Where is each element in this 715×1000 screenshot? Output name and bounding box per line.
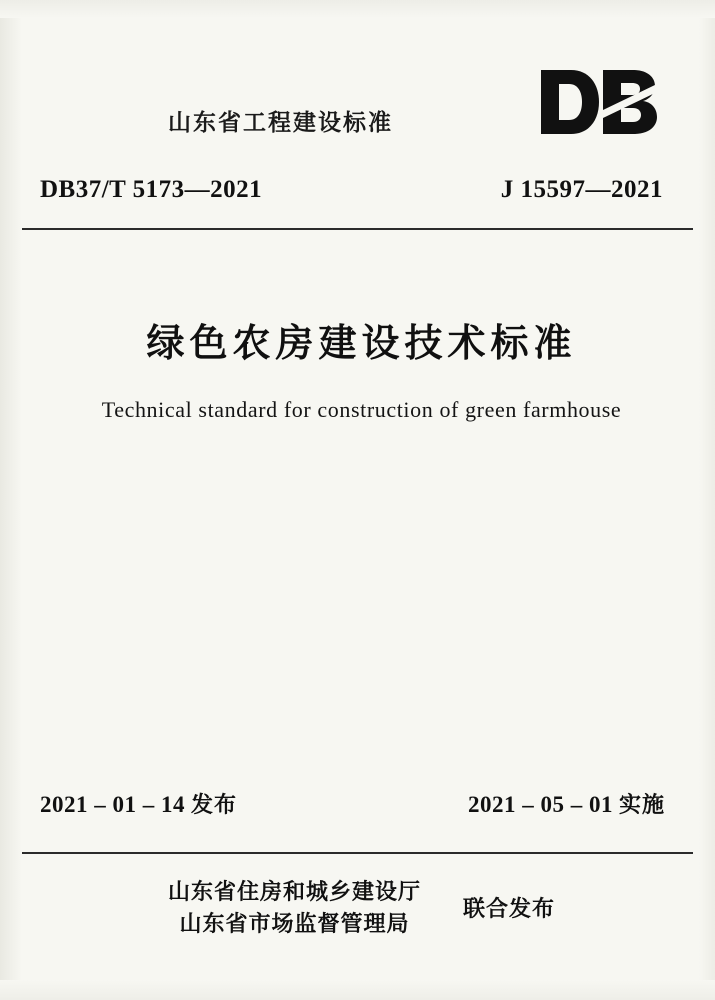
- implementation-date-group: [468, 788, 665, 819]
- document-title-chinese: 绿色农房建设技术标准: [146, 323, 577, 365]
- implementation-label: 实施: [618, 792, 665, 817]
- record-number: J 15597—2021: [500, 176, 663, 203]
- standard-numbers-row: [40, 176, 683, 204]
- cover-content: [40, 0, 683, 1000]
- cover-header: [40, 88, 683, 168]
- standard-series-label: 山东省工程建设标准: [168, 109, 393, 135]
- release-date: 2021 – 01 – 14: [40, 792, 185, 817]
- release-date-group: [40, 788, 237, 819]
- title-block: [40, 312, 683, 423]
- db-logo-icon: [537, 66, 659, 138]
- release-label: 发布: [191, 792, 238, 817]
- publisher-2: 山东省市场监督管理局: [179, 910, 410, 936]
- publisher-list: [168, 876, 421, 940]
- publisher-1: 山东省住房和城乡建设厅: [167, 879, 421, 904]
- header-divider: [22, 228, 693, 230]
- dates-row: [40, 788, 683, 819]
- publisher-row: [40, 876, 683, 940]
- standard-number: DB37/T 5173—2021: [40, 176, 263, 203]
- joint-issue-label: 联合发布: [463, 896, 556, 922]
- paper-edge-right: [699, 0, 715, 1000]
- footer-divider: [22, 852, 693, 854]
- document-title-english: Technical standard for construction of green farmhouse: [101, 397, 622, 422]
- paper-edge-left: [0, 0, 22, 1000]
- implementation-date: 2021 – 05 – 01: [467, 792, 613, 817]
